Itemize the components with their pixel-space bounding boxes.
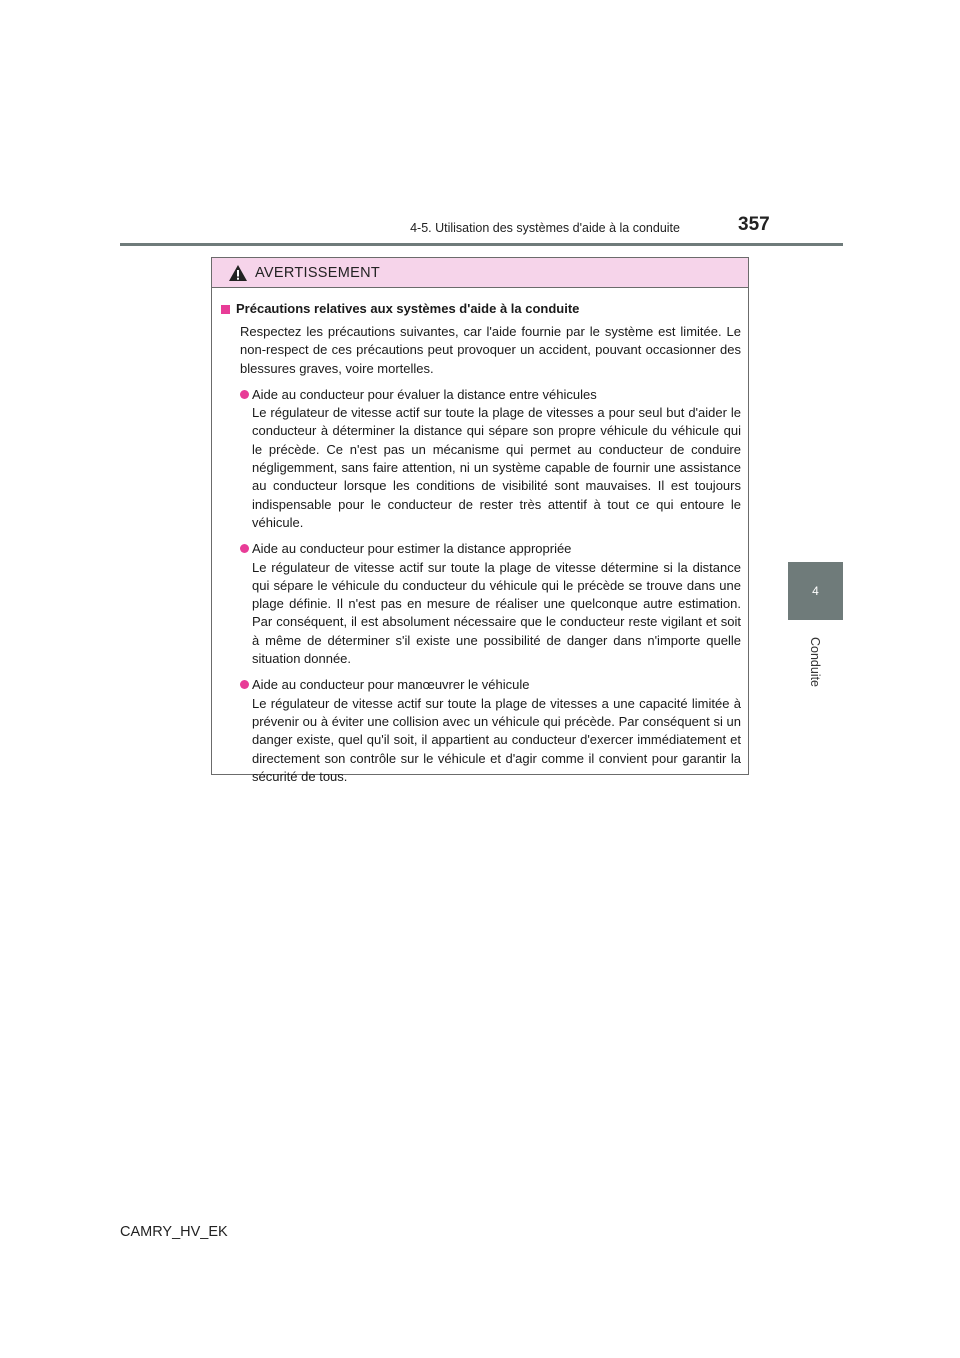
list-item bbox=[252, 676, 741, 786]
bullet-heading: Aide au conducteur pour manœuvrer le véhicule bbox=[252, 677, 530, 693]
header-divider bbox=[120, 243, 843, 246]
list-item bbox=[252, 386, 741, 532]
list-item bbox=[252, 540, 741, 668]
circle-bullet-icon bbox=[240, 680, 249, 689]
bullet-text: Le régulateur de vitesse actif sur toute la plage de vitesses a pour seul but d'aider le conducteur à déterminer la distance qui sépare son propre véhicule du véhicule qui le précède. Ce n'est pas un mécanisme qui permet au conducteur de conduire négligemment, sans faire attention, ni un système capable de fournir une assistance au conducteur lorsque les conditions de visibilité sont mauvaises. Il est toujours indispensable pour le conducteur de rester très attentif à tout ce qui entoure le véhicule. bbox=[252, 405, 741, 530]
bullet-text: Le régulateur de vitesse actif sur toute la plage de vitesse détermine si la distance qui sépare le véhicule du conducteur du véhicule qui le précède se trouve dans une plage définie. Il n'est pas en mesure de réaliser une quelconque autre estimation. Par conséquent, il est absolument nécessaire que le conducteur reste vigilant et soit à même de déterminer s'il existe une possibilité de danger dans n'importe quelle situation donnée. bbox=[252, 559, 741, 667]
chapter-label: Conduite bbox=[808, 636, 822, 688]
circle-bullet-icon bbox=[240, 544, 249, 553]
section-heading bbox=[221, 300, 741, 318]
warning-header bbox=[212, 258, 748, 288]
bullet-text: Le régulateur de vitesse actif sur toute la plage de vitesses a une capacité limitée à prévenir ou à éviter une collision avec un véhicule qui précède. Par conséquent si un danger existe, quel qu'il soit, il appartient au conducteur d'exercer immédiatement et directement son contrôle sur le véhicule et d'agir comme il convient pour garantir la sécurité de tous. bbox=[252, 695, 741, 784]
bullet-heading: Aide au conducteur pour évaluer la distance entre véhicules bbox=[252, 386, 597, 402]
square-bullet-icon bbox=[221, 305, 230, 314]
warning-title: AVERTISSEMENT bbox=[255, 264, 381, 281]
warning-triangle-icon bbox=[228, 264, 248, 282]
section-header: 4-5. Utilisation des systèmes d'aide à la conduite bbox=[410, 221, 680, 235]
bullet-heading: Aide au conducteur pour estimer la distance appropriée bbox=[252, 541, 572, 557]
footer-model-code: CAMRY_HV_EK bbox=[120, 1224, 228, 1240]
intro-paragraph: Respectez les précautions suivantes, car l'aide fournie par le système est limitée. Le non-respect de ces précautions peut provoquer un accident, pouvant occasionner des blessures graves, voire mortelles. bbox=[240, 324, 741, 376]
circle-bullet-icon bbox=[240, 390, 249, 399]
section-heading-text: Précautions relatives aux systèmes d'aide à la conduite bbox=[236, 301, 580, 316]
page-number: 357 bbox=[738, 214, 770, 235]
chapter-tab bbox=[788, 562, 843, 620]
warning-box bbox=[211, 257, 749, 784]
chapter-number: 4 bbox=[812, 584, 819, 598]
warning-body bbox=[212, 288, 748, 786]
